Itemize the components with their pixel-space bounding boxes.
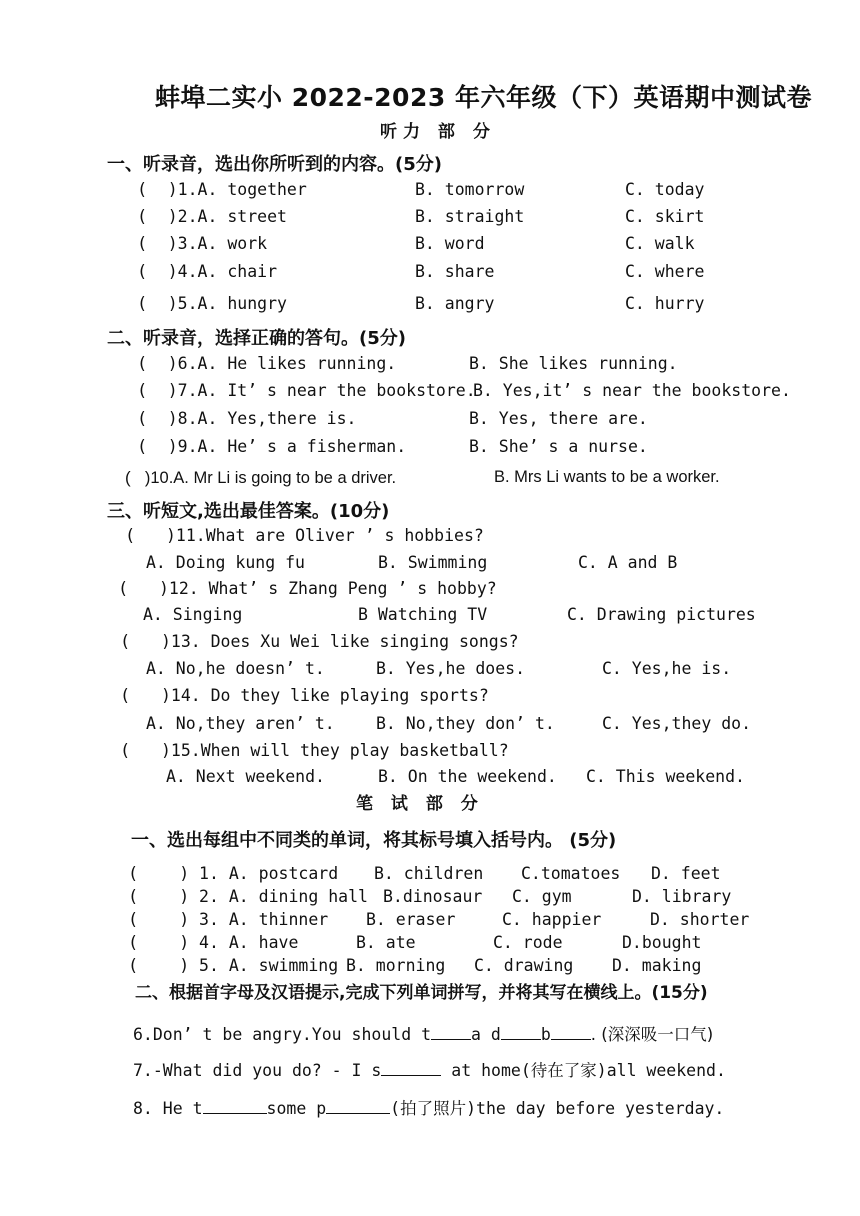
writing-section-2-heading: 二、根据首字母及汉语提示,完成下列单词拼写，并将其写在横线上。(15分) xyxy=(135,983,708,1003)
spelling-question-8: 8. He t some p (拍了照片)the day before yesterday. xyxy=(133,1099,725,1118)
question-row: ( )4.A. chair xyxy=(137,262,277,282)
option-b: B. word xyxy=(415,234,485,253)
option-c: C.tomatoes xyxy=(521,864,621,883)
option-b: B.dinosaur xyxy=(383,887,483,906)
option-a: A. Next weekend. xyxy=(166,767,325,786)
option-b: B. She likes running. xyxy=(469,354,678,373)
option-c: C. Yes,they do. xyxy=(602,714,752,733)
option-d: D. library xyxy=(632,887,732,906)
question-row: ( )3.A. work xyxy=(137,234,268,254)
option-b: B. No,they don’ t. xyxy=(376,714,555,733)
option-b: B Watching TV xyxy=(358,605,488,624)
option-c: C. where xyxy=(625,262,705,281)
option-c: C. gym xyxy=(512,887,572,906)
option-c: C. walk xyxy=(625,234,695,253)
option-b: B. Yes,it’ s near the bookstore. xyxy=(473,381,791,400)
question-stem: ( )13. Does Xu Wei like singing songs? xyxy=(120,632,519,652)
question-stem: ( )12. What’ s Zhang Peng ’ s hobby? xyxy=(118,579,497,599)
option-d: D. making xyxy=(612,956,702,975)
option-c: C. Drawing pictures xyxy=(567,605,756,624)
question-row: ( )9.A. He’ s a fisherman. xyxy=(137,437,407,457)
question-row: ( )7.A. It’ s near the bookstore. xyxy=(137,381,476,401)
option-c: C. A and B xyxy=(578,553,678,572)
question-row: ( )8.A. Yes,there is. xyxy=(137,409,357,429)
option-c: C. happier xyxy=(502,910,602,929)
option-b: B. tomorrow xyxy=(415,180,525,199)
question-row: ( ) 5. A. swimming xyxy=(128,956,339,976)
option-d: D. shorter xyxy=(650,910,750,929)
question-row: ( ) 2. A. dining hall xyxy=(128,887,368,907)
answer-blank[interactable] xyxy=(326,1099,390,1114)
option-b: B. straight xyxy=(415,207,525,226)
option-b: B. eraser xyxy=(366,910,456,929)
answer-blank[interactable] xyxy=(203,1099,267,1114)
question-row: ( ) 3. A. thinner xyxy=(128,910,329,930)
option-c: C. drawing xyxy=(474,956,574,975)
listening-section-1-heading: 一、听录音，选出你所听到的内容。(5分) xyxy=(107,154,442,175)
option-b: B. Yes, there are. xyxy=(469,409,648,428)
question-stem: ( )15.When will they play basketball? xyxy=(120,741,509,761)
answer-blank[interactable] xyxy=(431,1025,471,1040)
option-d: D. feet xyxy=(651,864,721,883)
option-b: B. Swimming xyxy=(378,553,488,572)
answer-blank[interactable] xyxy=(501,1025,541,1040)
option-b: B. children xyxy=(374,864,484,883)
option-b: B. ate xyxy=(356,933,416,952)
option-b: B. share xyxy=(415,262,495,281)
writing-part-title: 笔 试 部 分 xyxy=(356,794,484,814)
spelling-question-7: 7.-What did you do? - I s at home(待在了家)all weekend. xyxy=(133,1061,726,1080)
option-b: B. Mrs Li wants to be a worker. xyxy=(494,468,720,486)
option-c: C. skirt xyxy=(625,207,705,226)
option-b: B. On the weekend. xyxy=(378,767,557,786)
option-c: C. hurry xyxy=(625,294,705,313)
option-a: A. Doing kung fu xyxy=(146,553,305,572)
question-row: ( )1.A. together xyxy=(137,180,307,200)
option-b: B. morning xyxy=(346,956,446,975)
option-b: B. angry xyxy=(415,294,495,313)
answer-blank[interactable] xyxy=(381,1061,441,1076)
listening-part-title: 听力 部 分 xyxy=(380,122,496,142)
writing-section-1-heading: 一、选出每组中不同类的单词，将其标号填入括号内。 (5分) xyxy=(131,830,617,851)
question-stem: ( )11.What are Oliver ’ s hobbies? xyxy=(125,526,484,546)
option-a: A. No,they aren’ t. xyxy=(146,714,335,733)
option-b: B. She’ s a nurse. xyxy=(469,437,648,456)
question-row: ( )6.A. He likes running. xyxy=(137,354,397,374)
option-c: C. This weekend. xyxy=(586,767,745,786)
option-a: A. Singing xyxy=(143,605,243,624)
question-row: ( )5.A. hungry xyxy=(137,294,287,314)
question-row: ( )2.A. street xyxy=(137,207,287,227)
spelling-question-6: 6.Don’ t be angry.You should t a d b . (深深吸一口气) xyxy=(133,1025,714,1044)
exam-title: 蚌埠二实小 2022-2023 年六年级（下）英语期中测试卷 xyxy=(155,83,812,112)
answer-blank[interactable] xyxy=(551,1025,591,1040)
option-b: B. Yes,he does. xyxy=(376,659,526,678)
question-stem: ( )14. Do they like playing sports? xyxy=(120,686,489,706)
option-c: C. Yes,he is. xyxy=(602,659,732,678)
question-row: ( ) 1. A. postcard xyxy=(128,864,339,884)
question-row: ( )10.A. Mr Li is going to be a driver. xyxy=(125,468,397,487)
option-c: C. today xyxy=(625,180,705,199)
option-a: A. No,he doesn’ t. xyxy=(146,659,325,678)
listening-section-3-heading: 三、听短文,选出最佳答案。(10分) xyxy=(107,501,390,522)
option-c: C. rode xyxy=(493,933,563,952)
option-d: D.bought xyxy=(622,933,702,952)
question-row: ( ) 4. A. have xyxy=(128,933,299,953)
listening-section-2-heading: 二、听录音，选择正确的答句。(5分) xyxy=(107,328,406,349)
